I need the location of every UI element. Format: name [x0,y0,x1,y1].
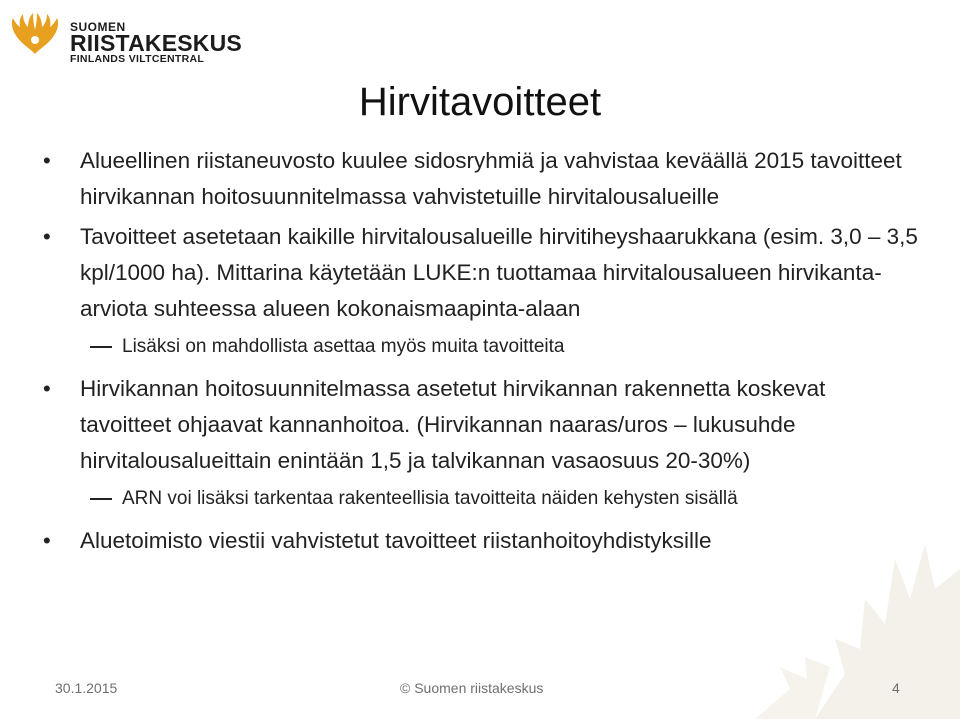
riistakeskus-logo [8,8,248,65]
sub-bullet-text: Lisäksi on mahdollista asettaa myös muita tavoitteita [122,336,565,357]
bullet-text: Tavoitteet asetetaan kaikille hirvitalousalueille hirvitiheyshaarukkana (esim. 3,0 – 3,5 kpl/1000 ha). Mittarina käytetään LUKE:n tuottamaa hirvitalousalueen hirvikanta-arviota suhteessa alueen kokonaismaapinta-alaan [80,224,918,321]
logo-sub-text: FINLANDS VILTCENTRAL [70,53,205,65]
sub-bullet-item [40,333,920,361]
bullet-text: Alueellinen riistaneuvosto kuulee sidosryhmiä ja vahvistaa keväällä 2015 tavoitteet hirvikannan hoitosuunnitelmassa vahvistetuille hirvitalousalueille [80,148,902,209]
bullet-item [40,371,920,479]
bullet-icon: • [43,224,51,249]
bullet-item [40,523,920,559]
bullet-icon: • [43,376,51,401]
sub-bullet-item [40,485,920,513]
slide-title: Hirvitavoitteet [358,80,602,124]
antler-watermark-icon [695,539,960,719]
bullet-icon: • [43,148,51,173]
page-number: 4 [892,680,900,696]
dash-icon [90,498,112,500]
bullet-item [40,143,920,215]
bullet-item [40,219,920,327]
footer-copyright: © Suomen riistakeskus [400,680,544,696]
sub-bullet-text: ARN voi lisäksi tarkentaa rakenteellisia tavoitteita näiden kehysten sisällä [122,488,738,509]
logo-main-text: RIISTAKESKUS [70,30,242,56]
antler-logo-icon [8,10,62,56]
bullet-text: Aluetoimisto viestii vahvistetut tavoitteet riistanhoitoyhdistyksille [80,528,712,553]
footer-date: 30.1.2015 [55,680,118,696]
bullet-text: Hirvikannan hoitosuunnitelmassa asetetut hirvikannan rakennetta koskevat tavoitteet ohjaavat kannanhoitoa. (Hirvikannan naaras/uros – lukusuhde hirvitalousalueittain enintään 1,5 ja talvikannan vasaosuus 20-30%) [80,376,826,473]
slide-body [40,143,920,563]
logo-top-text: SUOMEN [70,20,126,34]
dash-icon [90,346,112,348]
bullet-icon: • [43,528,51,553]
